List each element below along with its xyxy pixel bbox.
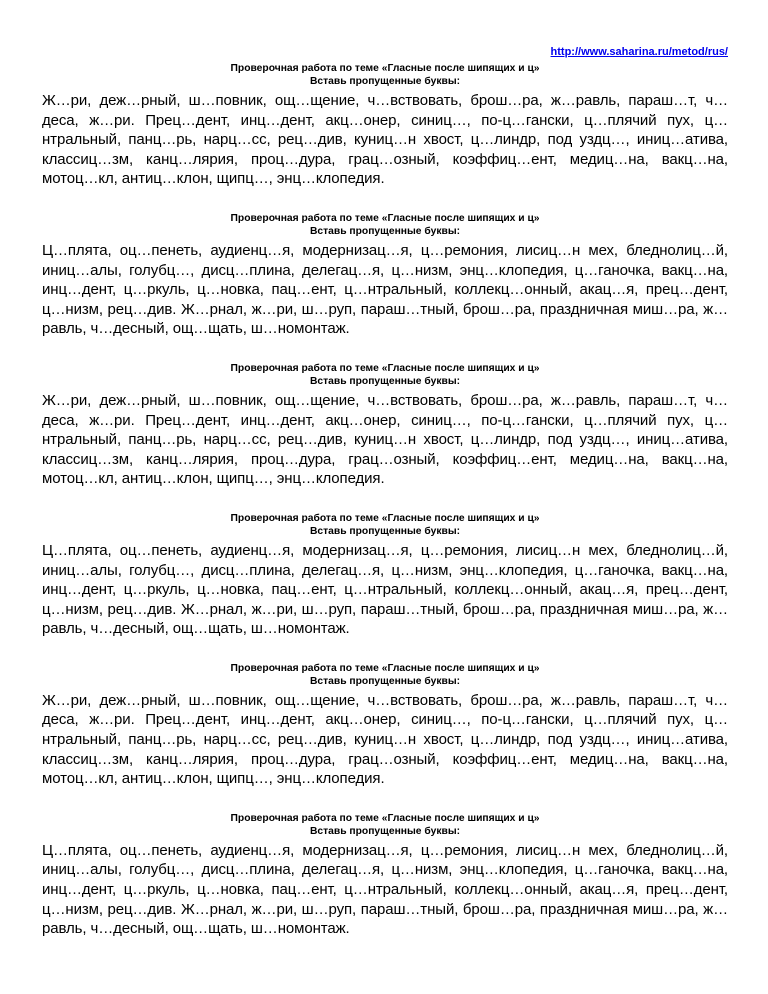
worksheet-exercise-text: Ц…плята, оц…пенеть, аудиенц…я, модернизац…я, ц…ремония, лисиц…н мех, бледнолиц…й, иниц…алы, голубц…, дисц…плина, делегац…я, ц…низм, энц…клопедия, ц…ганочка, вакц…на, инц…дент, ц…ркуль, ц…новка, пац…ент, ц…нтральный, коллекц…онный, акац…я, прец…дент, ц…низм, рец…див. Ж…рнал, ж…ри, ш…руп, параш…тный, брош…ра, праздничная миш…ра, ж…равль, ч…десный, ощ…щать, ш…номонтаж. [42,541,728,638]
worksheet-block-2 [42,212,728,339]
worksheet-exercise-text: Ц…плята, оц…пенеть, аудиенц…я, модернизац…я, ц…ремония, лисиц…н мех, бледнолиц…й, иниц…алы, голубц…, дисц…плина, делегац…я, ц…низм, энц…клопедия, ц…ганочка, вакц…на, инц…дент, ц…ркуль, ц…новка, пац…ент, ц…нтральный, коллекц…онный, акац…я, прец…дент, ц…низм, рец…див. Ж…рнал, ж…ри, ш…руп, параш…тный, брош…ра, праздничная миш…ра, ж…равль, ч…десный, ощ…щать, ш…номонтаж. [42,241,728,338]
worksheet-instruction: Вставь пропущенные буквы: [309,76,461,87]
worksheet-page [42,46,728,962]
worksheet-instruction: Вставь пропущенные буквы: [309,525,461,537]
worksheet-title: Проверочная работа по теме «Гласные после шипящих и ц» [230,812,540,824]
worksheet-title: Проверочная работа по теме «Гласные после шипящих и ц» [230,63,540,74]
worksheet-instruction: Вставь пропущенные буквы: [309,825,461,837]
worksheet-block-3 [42,362,728,489]
worksheet-block-4 [42,512,728,639]
worksheet-title: Проверочная работа по теме «Гласные после шипящих и ц» [230,662,540,674]
worksheet-instruction: Вставь пропущенные буквы: [309,375,461,387]
worksheet-block-1 [42,62,728,189]
worksheet-title: Проверочная работа по теме «Гласные после шипящих и ц» [230,212,540,224]
worksheet-exercise-text: Ц…плята, оц…пенеть, аудиенц…я, модернизац…я, ц…ремония, лисиц…н мех, бледнолиц…й, иниц…алы, голубц…, дисц…плина, делегац…я, ц…низм, энц…клопедия, ц…ганочка, вакц…на, инц…дент, ц…ркуль, ц…новка, пац…ент, ц…нтральный, коллекц…онный, акац…я, прец…дент, ц…низм, рец…див. Ж…рнал, ж…ри, ш…руп, параш…тный, брош…ра, праздничная миш…ра, ж…равль, ч…десный, ощ…щать, ш…номонтаж. [42,841,728,938]
worksheet-instruction: Вставь пропущенные буквы: [309,225,461,237]
worksheet-block-6 [42,812,728,939]
worksheet-exercise-text: Ж…ри, деж…рный, ш…повник, ощ…щение, ч…вствовать, брош…ра, ж…равль, параш…т, ч…деса, ж…ри. Прец…дент, инц…дент, акц…онер, синиц…, по-ц…гански, ц…плячий пух, ц…нтральный, панц…рь, нарц…сс, рец…див, куниц…н хвост, ц…линдр, под уздц…, иниц…атива, классиц…зм, канц…лярия, проц…дура, грац…озный, коэффиц…ент, медиц…на, вакц…на, мотоц…кл, антиц…клон, щипц…, энц…клопедия. [42,391,728,488]
worksheet-title: Проверочная работа по теме «Гласные после шипящих и ц» [230,362,540,374]
worksheet-exercise-text: Ж…ри, деж…рный, ш…повник, ощ…щение, ч…вствовать, брош…ра, ж…равль, параш…т, ч…деса, ж…ри. Прец…дент, инц…дент, акц…онер, синиц…, по-ц…гански, ц…плячий пух, ц…нтральный, панц…рь, нарц…сс, рец…див, куниц…н хвост, ц…линдр, под уздц…, иниц…атива, классиц…зм, канц…лярия, проц…дура, грац…озный, коэффиц…ент, медиц…на, вакц…на, мотоц…кл, антиц…клон, щипц…, энц…клопедия. [42,691,728,788]
worksheet-block-5 [42,662,728,789]
worksheet-exercise-text: Ж…ри, деж…рный, ш…повник, ощ…щение, ч…вствовать, брош…ра, ж…равль, параш…т, ч…деса, ж…ри. Прец…дент, инц…дент, акц…онер, синиц…, по-ц…гански, ц…плячий пух, ц…нтральный, панц…рь, нарц…сс, рец…див, куниц…н хвост, ц…линдр, под уздц…, иниц…атива, классиц…зм, канц…лярия, проц…дура, грац…озный, коэффиц…ент, медиц…на, вакц…на, мотоц…кл, антиц…клон, щипц…, энц…клопедия. [42,92,728,188]
worksheet-title: Проверочная работа по теме «Гласные после шипящих и ц» [230,512,540,524]
source-link[interactable]: http://www.saharina.ru/metod/rus/ [550,46,728,58]
worksheet-instruction: Вставь пропущенные буквы: [309,675,461,687]
